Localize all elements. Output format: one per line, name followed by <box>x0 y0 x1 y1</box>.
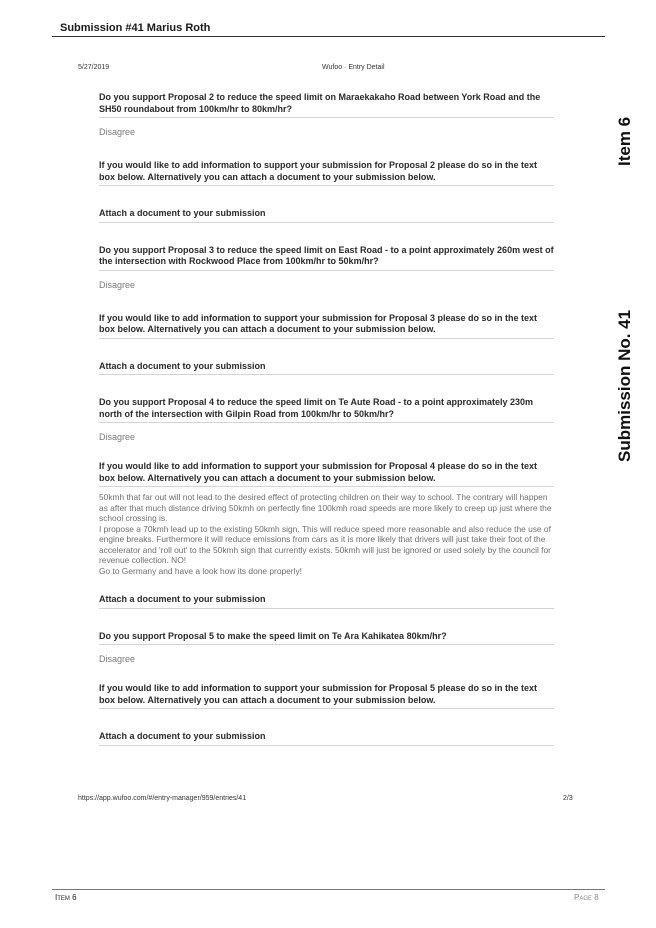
attach-label-proposal-5: Attach a document to your submission <box>99 731 554 746</box>
question-proposal-3: Do you support Proposal 3 to reduce the speed limit on East Road - to a point approximately 260m west of the intersection with Rockwood Place from 100km/hr to 50km/hr? <box>99 245 554 271</box>
answer-proposal-3: Disagree <box>99 279 136 290</box>
document-header-title: Submission #41 Marius Roth <box>60 22 211 34</box>
attach-label-proposal-3: Attach a document to your submission <box>99 361 554 376</box>
print-footer-url: https://app.wufoo.com/#/entry-manager/959/entries/41 <box>78 795 247 802</box>
attach-label-proposal-4: Attach a document to your submission <box>99 594 554 609</box>
info-prompt-proposal-5: If you would like to add information to support your submission for Proposal 5 please do so in the text box below. Alternatively you can attach a document to your submission below. <box>99 683 554 709</box>
answer-proposal-5: Disagree <box>99 654 136 664</box>
footer-item-label: Item 6 <box>55 893 77 902</box>
footer-divider <box>52 889 605 890</box>
info-prompt-proposal-2: If you would like to add information to support your submission for Proposal 2 please do so in the text box below. Alternatively you can attach a document to your submission below. <box>99 160 554 186</box>
info-prompt-proposal-3: If you would like to add information to support your submission for Proposal 3 please do so in the text box below. Alternatively you can attach a document to your submission below. <box>99 313 554 339</box>
text-response-proposal-4: 50kmh that far out will not lead to the desired effect of protecting children on their way to school. The contrary will happen as after that much distance driving 50kmh on perfectly fine 100kmh road speeds are more likely to creep up just where the school crossing is. I propose a 70kmh lead up to the existing 50kmh sign. This will reduce speed more reasonable and also reduce the use of engine breaks. Furthermore it will reduce emissions from cars as it is more likely that drivers will just take their foot of the accelerator and 'roll out' to the 50kmh sign that currently exists. 50kmh will just be ignored or used solely by the council for revenue collection. NO! Go to Germany and have a look how its done properly! <box>99 492 552 576</box>
print-page-title: Wufoo · Entry Detail <box>322 64 385 71</box>
question-proposal-5: Do you support Proposal 5 to make the speed limit on Te Ara Kahikatea 80km/hr? <box>99 631 554 646</box>
answer-proposal-4: Disagree <box>99 432 136 442</box>
header-divider <box>52 36 605 37</box>
answer-proposal-2: Disagree <box>99 127 136 137</box>
footer-page-number: Page 8 <box>574 893 599 902</box>
print-date: 5/27/2019 <box>78 64 110 71</box>
sidebar-submission-label: Submission No. 41 <box>615 309 634 462</box>
question-proposal-2: Do you support Proposal 2 to reduce the speed limit on Maraekakaho Road between York Road and the SH50 roundabout from 100km/hr to 80km/hr? <box>99 92 554 118</box>
info-prompt-proposal-4: If you would like to add information to support your submission for Proposal 4 please do so in the text box below. Alternatively you can attach a document to your submission below. <box>99 461 554 487</box>
entry-detail-content <box>99 92 554 746</box>
question-proposal-4: Do you support Proposal 4 to reduce the speed limit on Te Aute Road - to a point approximately 230m north of the intersection with Gilpin Road from 100km/hr to 50km/hr? <box>99 397 554 423</box>
attach-label-proposal-2: Attach a document to your submission <box>99 208 554 223</box>
sidebar-item-label: Item 6 <box>615 116 634 166</box>
print-footer-page: 2/3 <box>563 795 573 802</box>
